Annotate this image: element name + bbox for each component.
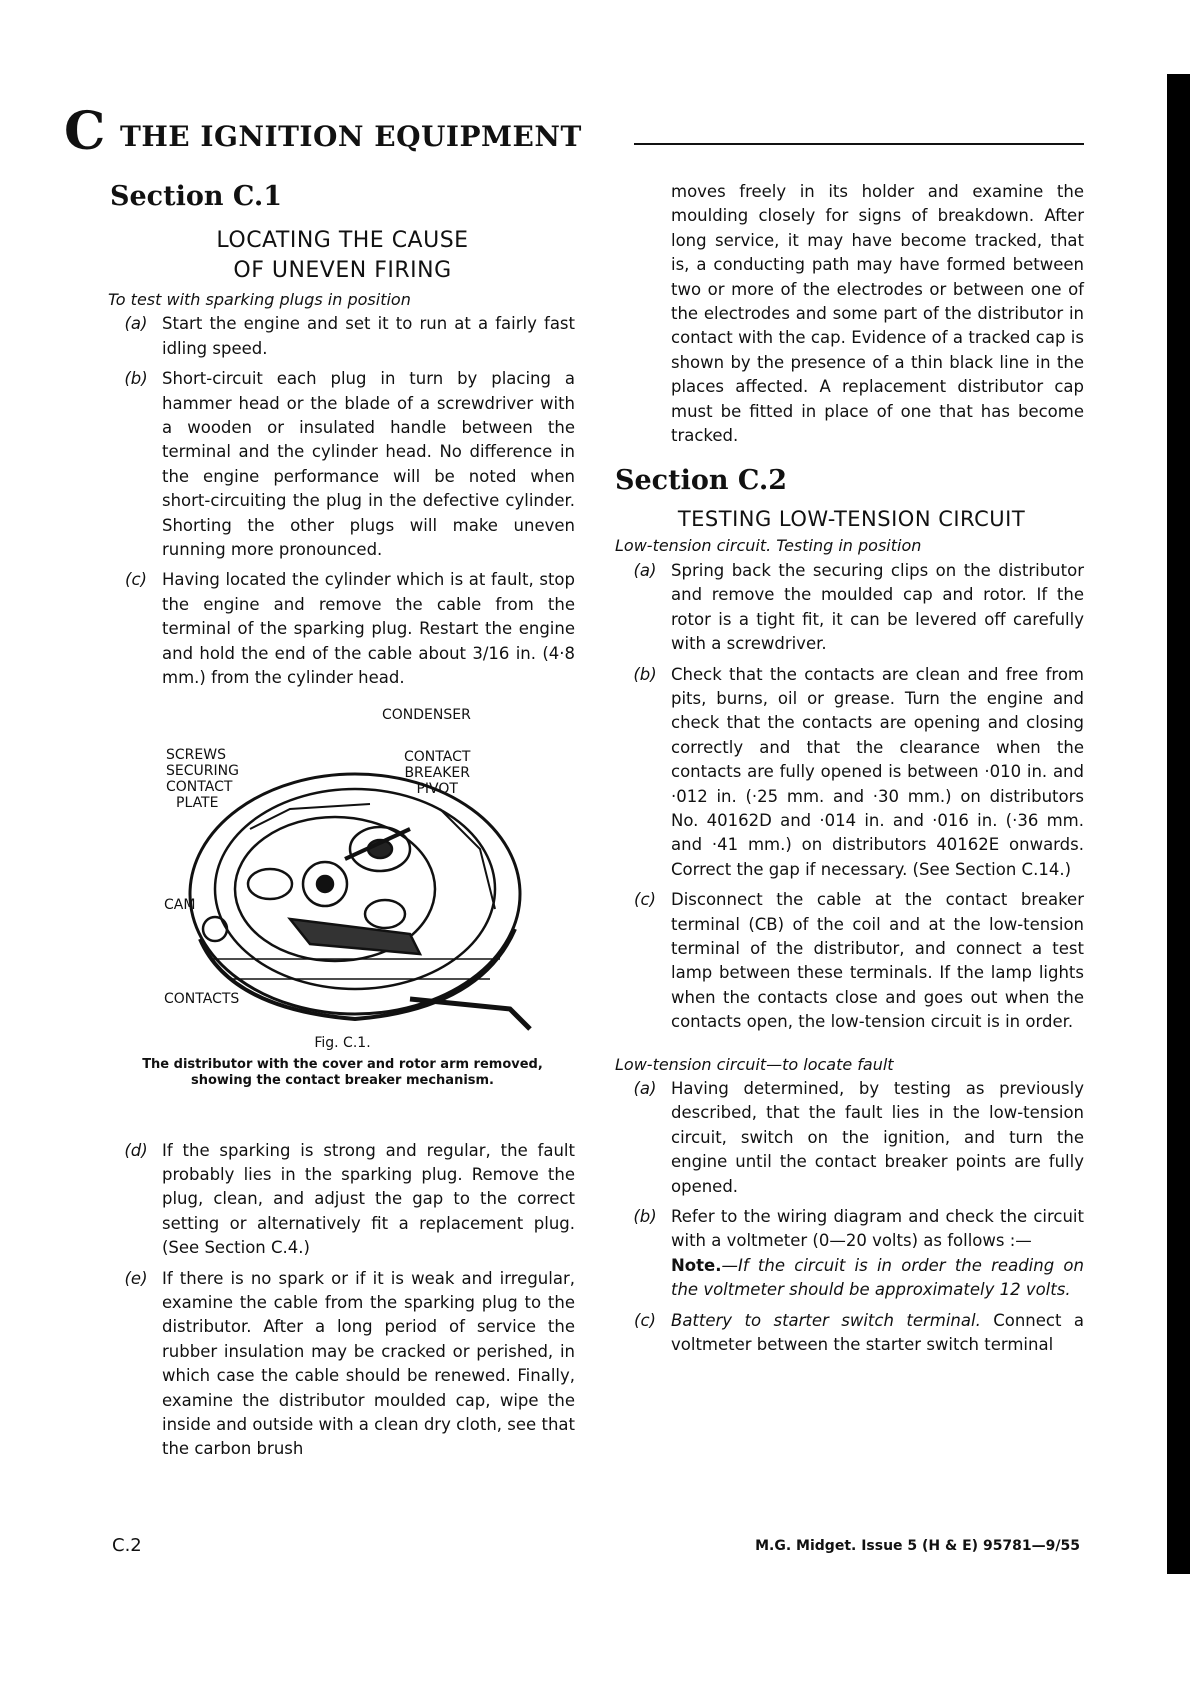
subheading: To test with sparking plugs in position	[108, 290, 411, 309]
scan-edge-bar	[1167, 74, 1190, 1574]
item-text: Having located the cylinder which is at fault, stop the engine and remove the cable from the terminal of the sparking plug. Restart the engine and hold the end of the cable about 3/16 in. (4·8 mm.) from the cylinder head.	[162, 570, 575, 688]
list-item	[110, 367, 575, 562]
item-text: Refer to the wiring diagram and check the circuit with a voltmeter (0—20 volts) as follows :— Note.—If the circuit is in order the reading on the voltmeter should be approximately 12 volts.	[671, 1207, 1084, 1300]
section-heading-line2: OF UNEVEN FIRING	[233, 258, 452, 283]
left-column	[110, 180, 575, 1468]
chapter-title: THE IGNITION EQUIPMENT	[120, 120, 582, 153]
list-item	[110, 1267, 575, 1462]
subheading: Low-tension circuit. Testing in position	[615, 536, 922, 556]
item-text: Spring back the securing clips on the distributor and remove the moulded cap and rotor. If the rotor is a tight fit, it can be levered off carefully with a screwdriver.	[671, 560, 1084, 654]
right-column	[615, 180, 1084, 1363]
list-item	[619, 1205, 1084, 1303]
label-screws-securing-plate: SCREWS SECURING CONTACT PLATE	[166, 746, 239, 811]
label-cam: CAM	[164, 896, 196, 913]
item-text: Disconnect the cable at the contact breaker terminal (CB) of the coil and at the low-tension terminal of the distributor, and connect a test lamp between these terminals. If the lamp lights when the contacts close and goes out when the contacts open, the low-tension circuit is in order.	[671, 890, 1084, 1032]
item-label: (e)	[124, 1268, 148, 1288]
figure-number: Fig. C.1.	[314, 1034, 371, 1051]
list-item	[110, 312, 575, 361]
label-contacts: CONTACTS	[164, 990, 240, 1007]
figure-caption-line2: showing the contact breaker mechanism.	[191, 1072, 494, 1088]
subheading: Low-tension circuit—to locate fault	[615, 1054, 894, 1074]
item-label: (c)	[634, 890, 656, 910]
item-text: moves freely in its holder and examine the moulding closely for signs of breakdown. After long service, it may have become tracked, that is, a conducting path may have formed between two or more of the electrodes or between one of the electrodes and some part of the distributor in contact with the cap. Evidence of a tracked cap is shown by the presence of a thin black line in the places affected. A replacement distributor cap must be fitted in place of one that has become tracked.	[671, 182, 1084, 446]
label-condenser: CONDENSER	[382, 706, 471, 723]
figure-caption-line1: The distributor with the cover and rotor arm removed,	[142, 1056, 543, 1072]
item-label: (b)	[124, 369, 148, 389]
item-text: Having determined, by testing as previously described, that the fault lies in the low-tension circuit, switch on the ignition, and turn the engine until the contact breaker points are fully opened.	[671, 1079, 1084, 1196]
item-label: (a)	[633, 1079, 657, 1098]
item-label: (a)	[124, 314, 148, 334]
list-item	[619, 1077, 1084, 1199]
section-heading: TESTING LOW-TENSION CIRCUIT	[677, 507, 1026, 532]
item-text: If the sparking is strong and regular, the fault probably lies in the sparking plug. Remove the plug, clean, and adjust the gap to the correct setting or alternatively fit a replacement plug. (See Section C.4.)	[162, 1140, 575, 1258]
distributor-figure	[110, 706, 575, 1139]
note-label: Note.	[671, 1255, 722, 1275]
list-item	[619, 888, 1084, 1034]
item-label: (a)	[633, 560, 657, 580]
item-label: (c)	[125, 570, 147, 590]
label-contact-breaker-pivot: CONTACT BREAKER PIVOT	[404, 748, 471, 797]
page-number: C.2	[112, 1535, 142, 1556]
item-label: (c)	[634, 1310, 656, 1330]
footer-publication: M.G. Midget. Issue 5 (H & E) 95781—9/55	[755, 1538, 1080, 1554]
list-item	[110, 1139, 575, 1261]
chapter-letter: C	[64, 101, 106, 162]
continued-paragraph	[619, 180, 1084, 448]
header-rule	[634, 143, 1084, 145]
chapter-header	[64, 101, 1084, 162]
item-text: Start the engine and set it to run at a fairly fast idling speed.	[162, 314, 575, 358]
list-item	[619, 663, 1084, 883]
item-label: (d)	[124, 1140, 148, 1160]
section-title: Section C.2	[615, 465, 788, 497]
list-item	[110, 568, 575, 690]
list-item	[619, 1309, 1084, 1358]
item-text: Short-circuit each plug in turn by placing a hammer head or the blade of a screwdriver with a wooden or insulated handle between the terminal and the cylinder head. No difference in the engine performance will be noted when short-circuiting the plug in the defective cylinder. Shorting the other plugs will make uneven running more pronounced.	[162, 369, 575, 560]
item-text: Check that the contacts are clean and free from pits, burns, oil or grease. Turn the engine and check that the contacts are opening and closing correctly and that the clearance when the contacts are fully opened is between ·010 in. and ·012 in. (·25 mm. and ·30 mm.) on distributors No. 40162D and ·014 in. and ·016 in. (·36 mm. and ·41 mm.) on distributors 40162E onwards. Correct the gap if necessary. (See Section C.14.)	[671, 664, 1084, 879]
list-item	[619, 559, 1084, 657]
item-lead: Battery to starter switch terminal.	[671, 1310, 981, 1330]
item-label: (b)	[633, 1207, 657, 1227]
item-label: (b)	[633, 664, 657, 684]
figure-caption-block	[110, 1031, 575, 1089]
section-heading-line1: LOCATING THE CAUSE	[216, 228, 469, 253]
item-text: Battery to starter switch terminal. Connect a voltmeter between the starter switch terminal	[671, 1310, 1084, 1355]
section-title: Section C.1	[110, 181, 283, 212]
note-text: —If the circuit is in order the reading on the voltmeter should be approximately 12 volts.	[671, 1255, 1084, 1300]
item-text: If there is no spark or if it is weak and irregular, examine the cable from the sparking plug to the distributor. After a long period of service the rubber insulation may be cracked or perished, in which case the cable should be renewed. Finally, examine the distributor moulded cap, wipe the inside and outside with a clean dry cloth, see that the carbon brush	[162, 1268, 575, 1459]
